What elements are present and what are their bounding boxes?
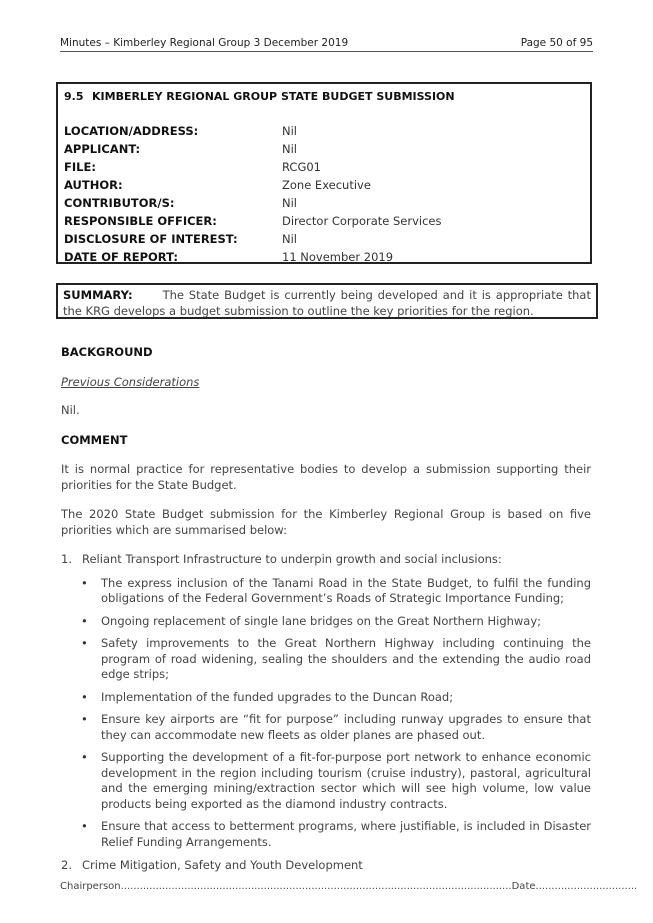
bullet-icon: • bbox=[81, 636, 88, 650]
bullet-icon: • bbox=[81, 689, 88, 704]
bullet-text: Supporting the development of a fit-for-purpose port network to enhance economic development in the region including tourism (cruise industry), pastoral, agricultural and the emerging mining/extraction sector which will see high volume, low value products being exported as the diamond industry contracts. bbox=[101, 750, 591, 811]
info-label: DISCLOSURE OF INTEREST: bbox=[64, 232, 238, 246]
info-row-responsible-officer bbox=[64, 214, 584, 232]
bullet-icon: • bbox=[81, 819, 88, 833]
info-label: APPLICANT: bbox=[64, 142, 141, 156]
priority-item-2 bbox=[61, 858, 591, 874]
item-number: 9.5 bbox=[64, 90, 84, 103]
comment-paragraph-1: It is normal practice for representative bodies to develop a submission supporting their priorities for the State Budget. bbox=[61, 462, 591, 492]
bullet-text: Ongoing replacement of single lane bridges on the Great Northern Highway; bbox=[101, 613, 542, 628]
summary-text: The State Budget is currently being developed and it is appropriate that the KRG develops a budget submission to outline the key priorities for the region. bbox=[63, 288, 591, 318]
info-label: CONTRIBUTOR/S: bbox=[64, 196, 175, 210]
bullet-text: Ensure key airports are “fit for purpose” including runway upgrades to ensure that they can accommodate new fleets as older planes are phased out. bbox=[101, 712, 591, 742]
background-heading: BACKGROUND bbox=[61, 345, 153, 359]
bullet-item bbox=[61, 750, 591, 812]
bullet-item bbox=[61, 576, 591, 607]
info-label: RESPONSIBLE OFFICER: bbox=[64, 214, 217, 228]
summary-label: SUMMARY: bbox=[63, 288, 133, 302]
bullet-icon: • bbox=[81, 712, 88, 726]
item-text: Crime Mitigation, Safety and Youth Development bbox=[82, 858, 363, 872]
info-value: 11 November 2019 bbox=[282, 250, 394, 264]
bullet-text: The express inclusion of the Tanami Road in the State Budget, to fulfil the funding obligations of the Federal Government’s Roads of Strategic Importance Funding; bbox=[101, 575, 591, 605]
comment-paragraph-2: The 2020 State Budget submission for the Kimberley Regional Group is based on five priorities which are summarised below: bbox=[61, 507, 591, 537]
info-label: AUTHOR: bbox=[64, 178, 123, 192]
info-value: Nil bbox=[282, 142, 297, 156]
document-title: Minutes – Kimberley Regional Group 3 December 2019 bbox=[60, 37, 349, 49]
bullet-text: Safety improvements to the Great Northern Highway including continuing the program of road widening, sealing the shoulders and the extending the audio road edge strips; bbox=[101, 636, 591, 681]
info-value: Nil bbox=[282, 232, 297, 246]
bullet-item bbox=[61, 614, 591, 630]
bullet-item bbox=[61, 712, 591, 743]
info-value: Zone Executive bbox=[282, 178, 371, 192]
priority-1-bullets bbox=[61, 576, 591, 851]
info-row-contributors bbox=[64, 196, 584, 214]
item-heading: KIMBERLEY REGIONAL GROUP STATE BUDGET SUBMISSION bbox=[92, 90, 455, 103]
item-info-box bbox=[56, 82, 592, 264]
previous-considerations-heading: Previous Considerations bbox=[61, 374, 200, 389]
info-row-date bbox=[64, 250, 584, 268]
bullet-icon: • bbox=[81, 750, 88, 764]
bullet-item bbox=[61, 690, 591, 706]
info-label: FILE: bbox=[64, 160, 96, 174]
priority-item-1 bbox=[61, 552, 591, 568]
item-title bbox=[64, 90, 455, 103]
info-value: Nil bbox=[282, 124, 297, 138]
info-value: RCG01 bbox=[282, 160, 321, 174]
date-signature-line: Date................................ bbox=[511, 881, 638, 892]
info-row-applicant bbox=[64, 142, 584, 160]
info-value: Director Corporate Services bbox=[282, 214, 442, 228]
page-header bbox=[60, 37, 593, 52]
report-body bbox=[61, 345, 591, 882]
bullet-text: Ensure that access to betterment programs, where justifiable, is included in Disaster Relief Funding Arrangements. bbox=[101, 819, 591, 849]
bullet-item bbox=[61, 636, 591, 683]
item-number: 2. bbox=[61, 858, 72, 872]
info-label: DATE OF REPORT: bbox=[64, 250, 178, 264]
summary-box bbox=[56, 283, 598, 319]
info-row-file bbox=[64, 160, 584, 178]
info-value: Nil bbox=[282, 196, 297, 210]
previous-considerations-text: Nil. bbox=[61, 403, 80, 417]
item-text: Reliant Transport Infrastructure to underpin growth and social inclusions: bbox=[82, 552, 502, 566]
info-label: LOCATION/ADDRESS: bbox=[64, 124, 199, 138]
bullet-text: Implementation of the funded upgrades to the Duncan Road; bbox=[101, 689, 454, 704]
page-number: Page 50 of 95 bbox=[520, 37, 593, 49]
info-row-location bbox=[64, 124, 584, 142]
bullet-item bbox=[61, 819, 591, 850]
chairperson-signature-line: Chairperson........................................................................................................................... bbox=[60, 881, 512, 892]
bullet-icon: • bbox=[81, 575, 88, 590]
info-row-author bbox=[64, 178, 584, 196]
info-row-disclosure bbox=[64, 232, 584, 250]
signature-footer bbox=[60, 881, 638, 892]
comment-heading: COMMENT bbox=[61, 432, 128, 447]
bullet-icon: • bbox=[81, 613, 88, 628]
item-number: 1. bbox=[61, 552, 72, 566]
